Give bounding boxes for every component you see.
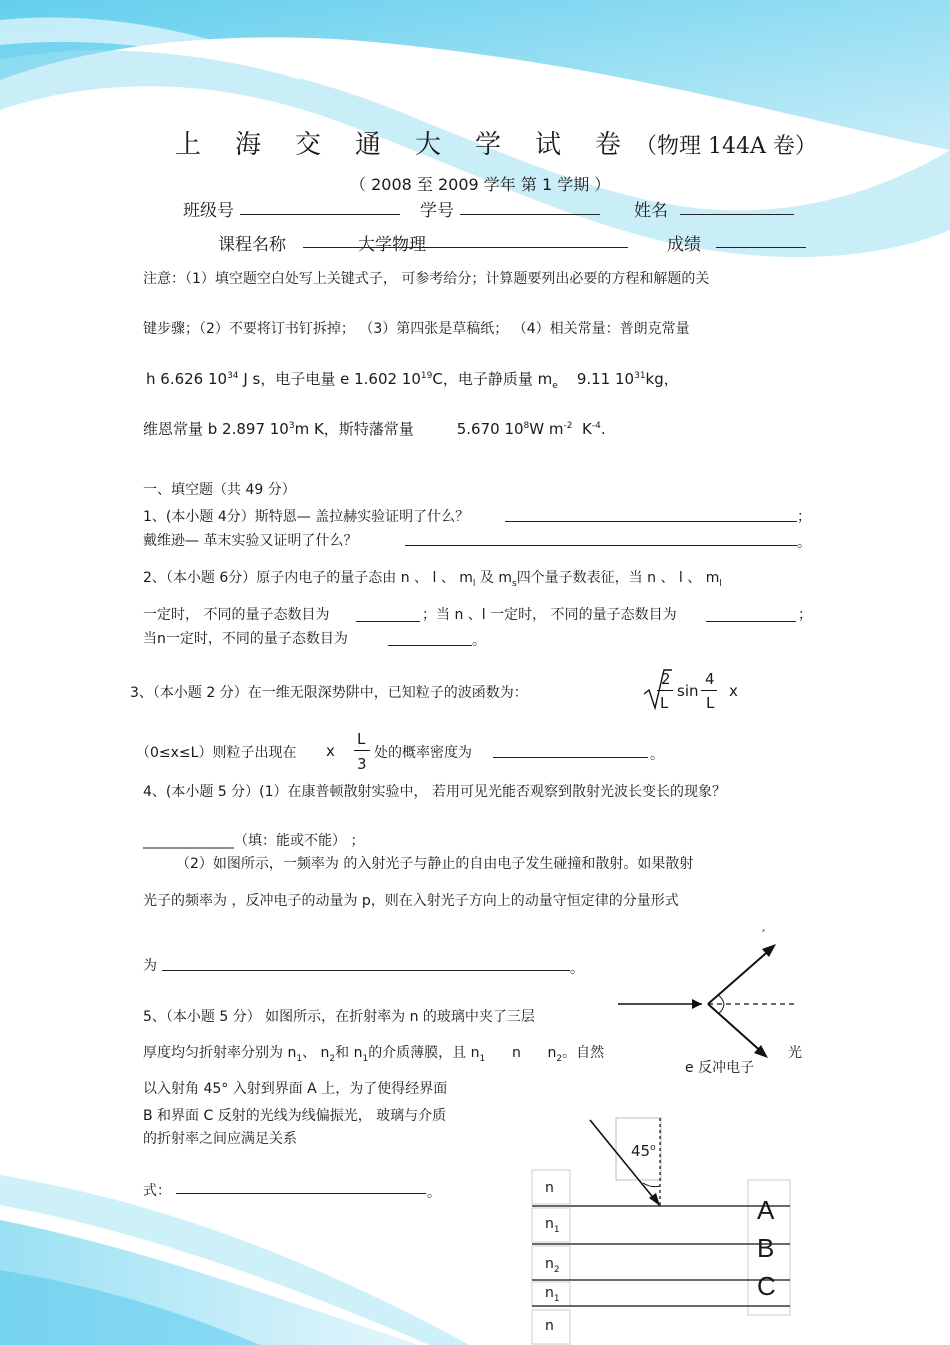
q2-part-c: 当n一定时，不同的量子态数目为 bbox=[143, 631, 348, 647]
q3-part-b-tail: 处的概率密度为 bbox=[374, 745, 472, 761]
interface-label-A: A bbox=[757, 1195, 775, 1225]
q5-part-a: 5、（本小题 5 分） 如图所示，在折射率为 n 的玻璃中夹了三层 bbox=[143, 1009, 535, 1025]
title-char: 海 bbox=[235, 130, 262, 160]
layer-label-n bbox=[545, 1180, 554, 1199]
scattered-ray bbox=[708, 947, 773, 1004]
q5-text-end: 。自然 bbox=[562, 1045, 605, 1061]
class-label: 班级号 bbox=[183, 201, 234, 221]
q4-end: 。 bbox=[570, 961, 584, 977]
score-label: 成绩 bbox=[667, 235, 701, 255]
q3-x: x bbox=[729, 682, 738, 700]
q5-part-f: 式： bbox=[143, 1183, 171, 1199]
id-label: 学号 bbox=[420, 201, 454, 221]
const-e-exp: 19 bbox=[420, 371, 433, 381]
q5-sub: 1 bbox=[479, 1053, 486, 1064]
q5-part-d: B 和界面 C 反射的光线为线偏振光， 玻璃与介质 bbox=[143, 1108, 447, 1124]
q2-sub-l: l bbox=[472, 578, 476, 589]
q2-end-b: ； bbox=[798, 607, 812, 623]
compton-electron-label: e 反冲电子 bbox=[685, 1060, 755, 1076]
angle-value: 45 bbox=[631, 1142, 651, 1160]
title-char: 上 bbox=[175, 130, 202, 160]
title-char: 学 bbox=[475, 130, 502, 160]
q5-part-c: 以入射角 45° 入射到界面 A 上，为了使得经界面 bbox=[143, 1081, 448, 1097]
layer-label-n-bottom bbox=[545, 1318, 554, 1337]
q5-part-e: 的折射率之间应满足关系 bbox=[143, 1131, 297, 1147]
title-char: 卷 bbox=[595, 130, 622, 160]
q5-sub: 2 bbox=[556, 1053, 563, 1064]
section-heading: 一、填空题（共 49 分） bbox=[143, 482, 296, 498]
q2-text-a: 2、（本小题 6分）原子内电子的量子态由 n 、 l 、 m bbox=[143, 570, 473, 586]
q3-frac2-num: 4 bbox=[705, 670, 715, 688]
compton-prime-label: ′ bbox=[762, 928, 766, 944]
const-h: h 6.626 10 bbox=[146, 370, 228, 388]
q2-text-tail: 四个量子数表征，当 n 、 l 、 m bbox=[516, 570, 720, 586]
compton-light-label: 光 bbox=[788, 1045, 802, 1061]
q4-part-a: 4、(本小题 5 分）(1）在康普顿散射实验中， 若用可见光能否观察到散射光波长变长的现象？ bbox=[143, 784, 726, 800]
layer-sub: 2 bbox=[553, 1264, 560, 1275]
title-char: 交 bbox=[295, 130, 322, 160]
q3-frac2-den: L bbox=[706, 694, 715, 712]
q2-sub-s: s bbox=[511, 578, 517, 589]
compton-figure bbox=[618, 944, 798, 1058]
academic-year: （ 2008 至 2009 学年 第 1 学期 ） bbox=[350, 175, 611, 194]
title-suffix: （物理 144A 卷） bbox=[635, 134, 817, 159]
layer-label-n1b bbox=[545, 1285, 560, 1304]
notes-line-2: 键步骤；（2）不要将订书钉拆掉； （3）第四张是草稿纸； （4）相关常量：普朗克常量 bbox=[143, 321, 690, 337]
q4-part-c: （2）如图所示，一频率为 的入射光子与静止的自由电子发生碰撞和散射。如果散射 bbox=[176, 856, 694, 872]
q3-frac-den: L bbox=[660, 694, 669, 712]
const-sigma-unit: W m bbox=[529, 420, 564, 438]
layer-label-n2 bbox=[545, 1256, 560, 1275]
layer-n: n bbox=[545, 1180, 554, 1196]
const-b-unit: m K，斯特藩常量 bbox=[294, 420, 414, 438]
q3-part-b: （0≤x≤L）则粒子出现在 bbox=[136, 745, 297, 761]
recoil-ray bbox=[708, 1004, 764, 1054]
q1-end-a: ； bbox=[797, 509, 811, 525]
q3-x2: x bbox=[326, 742, 335, 760]
const-k-exp: -4 bbox=[591, 421, 601, 431]
const-h-exp: 34 bbox=[227, 371, 239, 381]
q5-text-n2: n bbox=[547, 1045, 557, 1061]
layer-n: n bbox=[545, 1216, 554, 1232]
const-k: K bbox=[582, 420, 592, 438]
q5-sub: 1 bbox=[296, 1053, 303, 1064]
q1-part-a: 1、(本小题 4分）斯特恩— 盖拉赫实验证明了什么？ bbox=[143, 509, 470, 525]
title-char: 大 bbox=[415, 130, 442, 160]
q5-sub: 1 bbox=[362, 1053, 369, 1064]
q2-part-b-mid: ；当 n 、l 一定时， 不同的量子态数目为 bbox=[422, 607, 677, 623]
const-b: 维恩常量 b 2.897 10 bbox=[143, 420, 289, 438]
q3-sin: sin bbox=[677, 682, 699, 700]
q3-end: 。 bbox=[650, 747, 664, 763]
const-me: 9.11 10 bbox=[576, 370, 635, 388]
layer-n: n bbox=[545, 1318, 554, 1334]
q4-part-d: 光子的频率为 ，反冲电子的动量为 p，则在入射光子方向上的动量守恒定律的分量形式 bbox=[143, 893, 679, 909]
q3-part-a: 3、（本小题 2 分）在一维无限深势阱中，已知粒子的波函数为： bbox=[130, 685, 528, 701]
q2-part-b: 一定时， 不同的量子态数目为 bbox=[143, 607, 330, 623]
q3-frac3-den: 3 bbox=[357, 755, 367, 773]
notes-line-1: 注意：（1）填空题空白处写上关键式子， 可参考给分；计算题要列出必要的方程和解题的关 bbox=[143, 271, 710, 287]
const-sigma-exp: 8 bbox=[523, 421, 530, 431]
incident-beam bbox=[590, 1120, 660, 1206]
layer-label-n1 bbox=[545, 1216, 560, 1235]
q2-text-mid: 及 m bbox=[475, 570, 512, 586]
angle-degree: o bbox=[650, 1143, 656, 1153]
q2-end-c: 。 bbox=[472, 633, 486, 649]
course-value: 大学物理 bbox=[358, 235, 426, 255]
const-me-exp: 31 bbox=[634, 371, 646, 381]
title-char: 试 bbox=[535, 130, 562, 160]
q1-part-b: 戴维逊— 革末实验又证明了什么？ bbox=[143, 533, 358, 549]
angle-arc-45 bbox=[643, 1183, 660, 1187]
q5-text-n: n bbox=[511, 1045, 521, 1061]
q5-text-b4: 的介质薄膜，且 n bbox=[368, 1045, 480, 1061]
q3-frac3-num: L bbox=[357, 730, 366, 748]
angle-45-label bbox=[631, 1142, 656, 1160]
q5-text-b: 厚度均匀折射率分别为 n bbox=[143, 1045, 297, 1061]
q4-part-e: 为 bbox=[143, 958, 157, 974]
const-b-exp: 3 bbox=[288, 421, 295, 431]
q4-part-b: _____________（填：能或不能） ； bbox=[143, 833, 365, 849]
const-m-exp: -2 bbox=[563, 421, 573, 431]
q2-sub-l2: l bbox=[719, 578, 722, 589]
interface-label-B: B bbox=[757, 1233, 775, 1263]
q5-text-b2: 、 n bbox=[302, 1045, 330, 1061]
layer-sub: 1 bbox=[553, 1293, 560, 1304]
angle-arc bbox=[718, 995, 724, 1004]
layer-n: n bbox=[545, 1285, 554, 1301]
title-char: 通 bbox=[355, 130, 382, 160]
layer-sub: 1 bbox=[553, 1224, 560, 1235]
const-me-unit: kg， bbox=[645, 370, 679, 388]
const-h-unit: J s，电子电量 e 1.602 10 bbox=[243, 370, 421, 388]
q3-frac-num: 2 bbox=[661, 670, 671, 688]
course-label: 课程名称 bbox=[218, 235, 286, 255]
interface-label-C: C bbox=[757, 1271, 776, 1301]
q5-end: 。 bbox=[427, 1185, 441, 1201]
const-me-sub: e bbox=[552, 381, 558, 391]
const-end: . bbox=[600, 420, 606, 438]
const-e-unit: C，电子静质量 m bbox=[432, 370, 553, 388]
q5-text-b3: 和 n bbox=[335, 1045, 363, 1061]
const-sigma: 5.670 10 bbox=[456, 420, 524, 438]
layers-figure bbox=[532, 1118, 790, 1344]
name-label: 姓名 bbox=[634, 201, 668, 221]
incident-arrowhead bbox=[692, 999, 702, 1009]
q5-sub: 2 bbox=[329, 1053, 336, 1064]
layer-n: n bbox=[545, 1256, 554, 1272]
q1-end-b: 。 bbox=[797, 535, 811, 551]
